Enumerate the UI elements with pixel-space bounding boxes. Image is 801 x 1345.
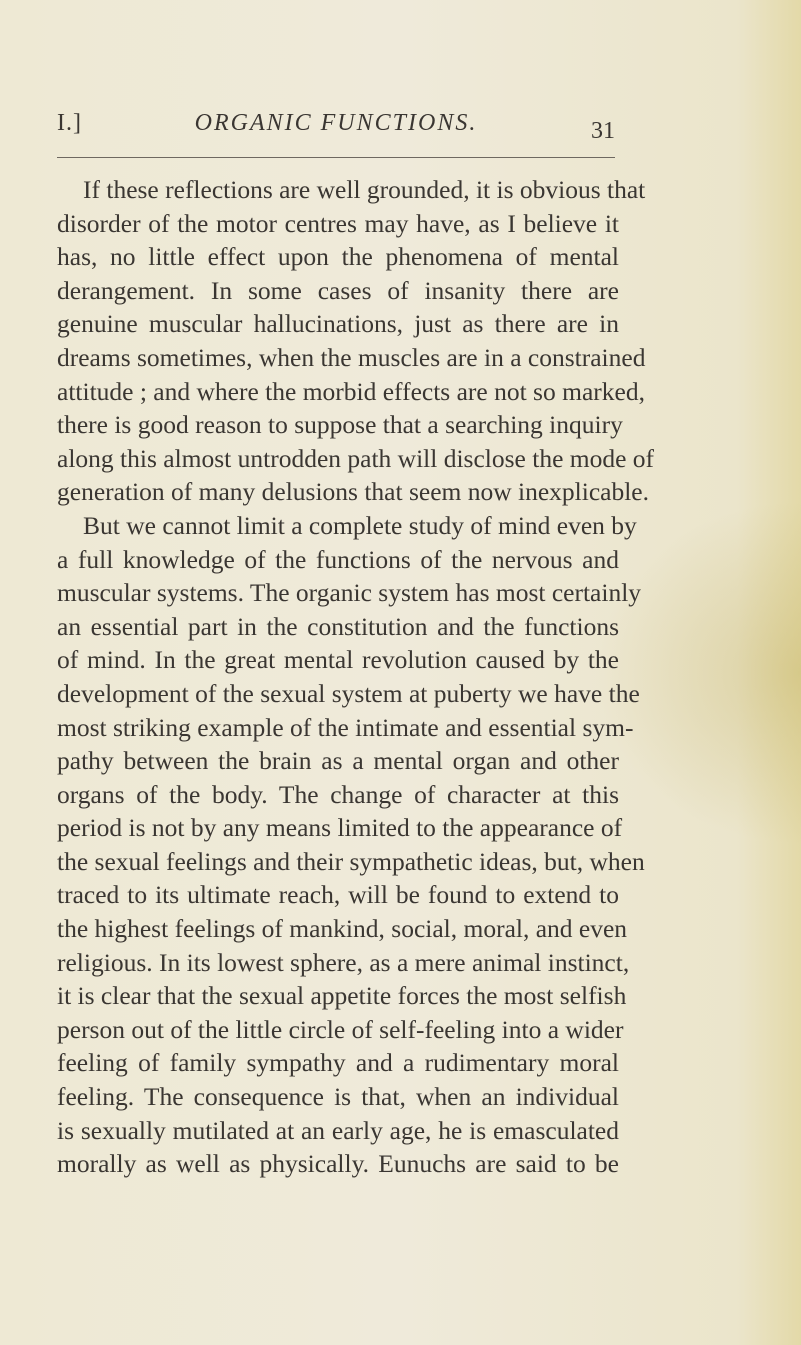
text-line: pathy between the brain as a mental organ and other (57, 746, 619, 776)
text-line: development of the sexual system at puberty we have the (57, 678, 640, 708)
section-number: I.] (57, 110, 82, 136)
text-line: there is good reason to suppose that a searching inquiry (57, 410, 623, 440)
text-line: morally as well as physically. Eunuchs are said to be (57, 1149, 619, 1179)
running-header (57, 104, 615, 144)
text-line: has, no little effect upon the phenomena of mental (57, 242, 619, 272)
text-line: an essential part in the constitution and the functions (57, 611, 619, 641)
body-text (57, 173, 655, 1181)
text-line: a full knowledge of the functions of the nervous and (57, 544, 619, 574)
text-line: feeling of family sympathy and a rudimentary moral (57, 1048, 619, 1078)
text-line: genuine muscular hallucinations, just as there are in (57, 309, 619, 339)
text-line: along this almost untrodden path will disclose the mode of (57, 443, 655, 473)
header-rule (57, 157, 615, 158)
running-title: ORGANIC FUNCTIONS. (194, 110, 478, 136)
text-line: is sexually mutilated at an early age, he is emasculated (57, 1115, 619, 1145)
text-line: of mind. In the great mental revolution caused by the (57, 645, 619, 675)
text-line: But we cannot limit a complete study of mind even by (83, 510, 637, 540)
text-line: disorder of the motor centres may have, as I believe it (57, 208, 619, 238)
text-line: person out of the little circle of self-feeling into a wider (57, 1014, 624, 1044)
text-line: traced to its ultimate reach, will be found to extend to (57, 880, 619, 910)
text-line: muscular systems. The organic system has most certainly (57, 578, 642, 608)
text-line: dreams sometimes, when the muscles are in a constrained (57, 342, 646, 372)
text-line: religious. In its lowest sphere, as a mere animal instinct, (57, 947, 630, 977)
text-line: generation of many delusions that seem now inexplicable. (57, 477, 650, 507)
text-line: the sexual feelings and their sympathetic ideas, but, when (57, 846, 645, 876)
page-number: 31 (591, 118, 615, 144)
text-line: If these reflections are well grounded, it is obvious that (83, 175, 646, 204)
text-line: attitude ; and where the morbid effects are not so marked, (57, 376, 645, 406)
text-line: it is clear that the sexual appetite forces the most selfish (57, 981, 627, 1011)
text-line: derangement. In some cases of insanity there are (57, 275, 619, 305)
text-line: feeling. The consequence is that, when an individual (57, 1082, 619, 1112)
text-line: the highest feelings of mankind, social, moral, and even (57, 914, 628, 944)
text-line: organs of the body. The change of character at this (57, 779, 619, 809)
text-line: period is not by any means limited to the appearance of (57, 813, 623, 843)
text-line: most striking example of the intimate and essential sym- (57, 712, 634, 742)
